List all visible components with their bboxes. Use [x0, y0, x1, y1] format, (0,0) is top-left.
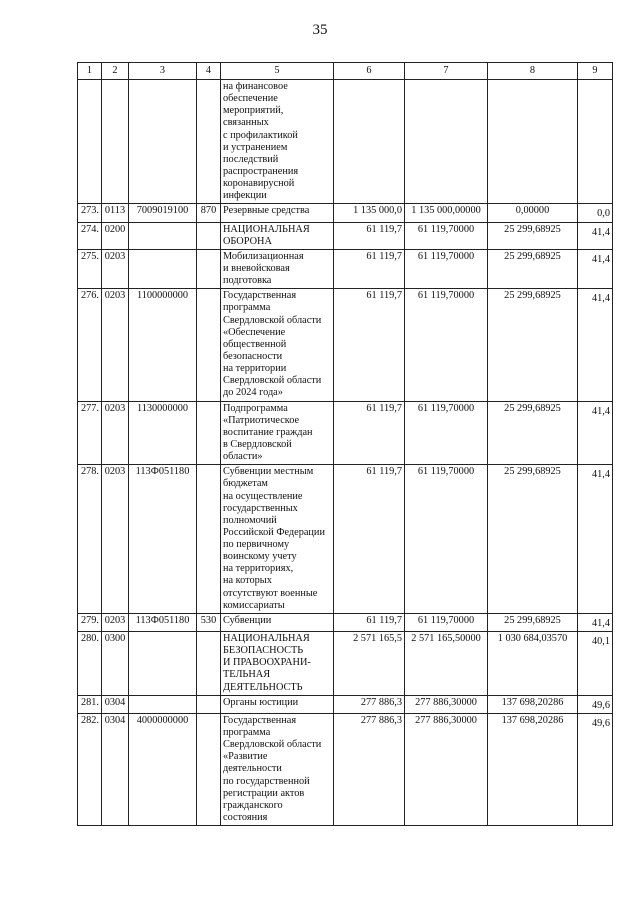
name-line: состояния: [223, 812, 268, 824]
expense-type-cell: [197, 222, 221, 249]
name-line: обеспечение: [223, 93, 278, 105]
section-code-cell: 0203: [102, 289, 129, 401]
row-number-cell: 273.: [78, 204, 102, 222]
expense-type-cell: [197, 80, 221, 204]
plan-amount-cell: 277 886,3: [334, 713, 405, 825]
name-line: государственных: [223, 502, 298, 514]
row-number-cell: 279.: [78, 613, 102, 631]
row-number-cell: [78, 80, 102, 204]
name-line: подготовка: [223, 275, 272, 287]
column-header: 6: [334, 63, 405, 80]
name-cell: [221, 204, 334, 222]
percent-cell: [578, 222, 613, 249]
plan-amount-cell: 61 119,7: [334, 465, 405, 614]
name-line: с профилактикой: [223, 129, 298, 141]
name-line: инфекции: [223, 190, 267, 202]
expense-type-cell: [197, 713, 221, 825]
section-code-cell: 0304: [102, 695, 129, 713]
name-cell: [221, 713, 334, 825]
plan-amount-cell: 2 571 165,5: [334, 632, 405, 696]
name-cell: [221, 289, 334, 401]
percent-value: 41,4: [591, 253, 610, 265]
column-header: 9: [578, 63, 613, 80]
percent-cell: [578, 632, 613, 696]
approved-amount-cell: 2 571 165,50000: [405, 632, 488, 696]
name-line: Субвенции местным: [223, 466, 314, 478]
name-line: области»: [223, 451, 263, 463]
name-line: на территориях,: [223, 563, 294, 575]
plan-amount-cell: 61 119,7: [334, 401, 405, 465]
name-line: Субвенции: [223, 614, 272, 626]
name-line: Свердловской области: [223, 375, 322, 387]
name-cell: [221, 249, 334, 288]
approved-amount-cell: 61 119,70000: [405, 401, 488, 465]
name-line: ТЕЛЬНАЯ: [223, 669, 271, 681]
executed-amount-cell: 25 299,68925: [488, 401, 578, 465]
table-row: [78, 613, 613, 631]
table-row: [78, 632, 613, 696]
table-row: [78, 713, 613, 825]
plan-amount-cell: 61 119,7: [334, 613, 405, 631]
expense-type-cell: [197, 695, 221, 713]
percent-value: 49,6: [591, 717, 610, 729]
executed-amount-cell: [488, 80, 578, 204]
percent-value: 41,4: [591, 469, 610, 481]
name-line: НАЦИОНАЛЬНАЯ: [223, 633, 310, 645]
name-line: на осуществление: [223, 490, 303, 502]
name-line: Свердловской области: [223, 314, 322, 326]
name-line: НАЦИОНАЛЬНАЯ: [223, 223, 310, 235]
header-row: [78, 63, 613, 80]
percent-cell: [578, 204, 613, 222]
executed-amount-cell: 1 030 684,03570: [488, 632, 578, 696]
section-code-cell: 0203: [102, 401, 129, 465]
table-row: [78, 465, 613, 614]
name-line: деятельности: [223, 763, 282, 775]
target-article-cell: [129, 632, 197, 696]
row-number-cell: 278.: [78, 465, 102, 614]
name-line: бюджетам: [223, 478, 268, 490]
name-line: Резервные средства: [223, 205, 310, 217]
row-number-cell: 276.: [78, 289, 102, 401]
name-line: до 2024 года»: [223, 387, 283, 399]
expense-type-cell: [197, 632, 221, 696]
row-number-cell: 277.: [78, 401, 102, 465]
row-number-cell: 275.: [78, 249, 102, 288]
percent-cell: [578, 713, 613, 825]
name-cell: [221, 632, 334, 696]
target-article-cell: [129, 222, 197, 249]
expense-type-cell: [197, 249, 221, 288]
name-line: воспитание граждан: [223, 426, 313, 438]
section-code-cell: 0300: [102, 632, 129, 696]
column-header: 1: [78, 63, 102, 80]
name-line: Свердловской области: [223, 739, 322, 751]
percent-cell: [578, 289, 613, 401]
name-line: воинскому учету: [223, 551, 297, 563]
percent-cell: [578, 401, 613, 465]
section-code-cell: 0203: [102, 613, 129, 631]
plan-amount-cell: 277 886,3: [334, 695, 405, 713]
percent-value: 41,4: [591, 293, 610, 305]
expense-type-cell: 870: [197, 204, 221, 222]
percent-value: 40,1: [591, 636, 610, 648]
name-line: регистрации актов: [223, 787, 305, 799]
name-line: на финансовое: [223, 81, 288, 92]
approved-amount-cell: 61 119,70000: [405, 222, 488, 249]
row-number-cell: 281.: [78, 695, 102, 713]
percent-cell: [578, 80, 613, 204]
percent-value: 49,6: [591, 699, 610, 711]
column-header: 7: [405, 63, 488, 80]
name-line: отсутствуют военные: [223, 587, 318, 599]
name-line: Государственная: [223, 290, 297, 302]
name-line: программа: [223, 302, 271, 314]
name-cell: [221, 695, 334, 713]
name-line: Подпрограмма: [223, 402, 288, 414]
name-line: и вневойсковая: [223, 262, 290, 274]
name-line: общественной: [223, 338, 287, 350]
target-article-cell: [129, 80, 197, 204]
column-header: 8: [488, 63, 578, 80]
plan-amount-cell: [334, 80, 405, 204]
target-article-cell: 1130000000: [129, 401, 197, 465]
name-line: мероприятий,: [223, 105, 284, 117]
percent-cell: [578, 249, 613, 288]
name-cell: [221, 80, 334, 204]
row-number-cell: 280.: [78, 632, 102, 696]
percent-cell: [578, 613, 613, 631]
expense-type-cell: [197, 465, 221, 614]
table-row: [78, 80, 613, 204]
name-line: последствий: [223, 153, 279, 165]
executed-amount-cell: 25 299,68925: [488, 289, 578, 401]
approved-amount-cell: 1 135 000,00000: [405, 204, 488, 222]
name-line: по первичному: [223, 539, 290, 551]
target-article-cell: 7009019100: [129, 204, 197, 222]
table-row: [78, 222, 613, 249]
table-row: [78, 289, 613, 401]
section-code-cell: 0304: [102, 713, 129, 825]
name-line: ДЕЯТЕЛЬНОСТЬ: [223, 681, 303, 693]
executed-amount-cell: 137 698,20286: [488, 713, 578, 825]
name-line: на которых: [223, 575, 272, 587]
budget-table: [77, 62, 613, 826]
table-row: [78, 204, 613, 222]
name-line: гражданского: [223, 799, 283, 811]
target-article-cell: 1100000000: [129, 289, 197, 401]
name-line: Государственная: [223, 714, 297, 726]
name-line: И ПРАВООХРАНИ-: [223, 657, 311, 669]
name-line: «Обеспечение: [223, 326, 286, 338]
approved-amount-cell: [405, 80, 488, 204]
name-line: коронавирусной: [223, 178, 295, 190]
target-article-cell: [129, 695, 197, 713]
name-line: полномочий: [223, 514, 277, 526]
percent-value: 41,4: [591, 617, 610, 629]
row-number-cell: 274.: [78, 222, 102, 249]
plan-amount-cell: 1 135 000,0: [334, 204, 405, 222]
approved-amount-cell: 61 119,70000: [405, 249, 488, 288]
name-cell: [221, 465, 334, 614]
name-line: БЕЗОПАСНОСТЬ: [223, 645, 304, 657]
plan-amount-cell: 61 119,7: [334, 222, 405, 249]
executed-amount-cell: 25 299,68925: [488, 222, 578, 249]
approved-amount-cell: 61 119,70000: [405, 613, 488, 631]
expense-type-cell: 530: [197, 613, 221, 631]
approved-amount-cell: 277 886,30000: [405, 695, 488, 713]
executed-amount-cell: 0,00000: [488, 204, 578, 222]
expense-type-cell: [197, 401, 221, 465]
name-cell: [221, 401, 334, 465]
approved-amount-cell: 61 119,70000: [405, 465, 488, 614]
name-line: Органы юстиции: [223, 696, 299, 708]
name-line: Мобилизационная: [223, 250, 304, 262]
section-code-cell: 0203: [102, 465, 129, 614]
row-number-cell: 282.: [78, 713, 102, 825]
name-line: связанных: [223, 117, 269, 129]
page-number: 35: [312, 22, 328, 38]
table-row: [78, 695, 613, 713]
name-cell: [221, 222, 334, 249]
table-body: [78, 80, 613, 826]
table-row: [78, 401, 613, 465]
column-header: 4: [197, 63, 221, 80]
name-line: программа: [223, 727, 271, 739]
column-header: 5: [221, 63, 334, 80]
plan-amount-cell: 61 119,7: [334, 249, 405, 288]
section-code-cell: 0200: [102, 222, 129, 249]
executed-amount-cell: 25 299,68925: [488, 465, 578, 614]
percent-value: 41,4: [591, 226, 610, 238]
target-article-cell: 113Ф051180: [129, 613, 197, 631]
name-line: на территории: [223, 363, 287, 375]
name-line: комиссариаты: [223, 599, 285, 611]
column-header: 2: [102, 63, 129, 80]
section-code-cell: 0113: [102, 204, 129, 222]
executed-amount-cell: 25 299,68925: [488, 613, 578, 631]
section-code-cell: [102, 80, 129, 204]
table-row: [78, 249, 613, 288]
name-line: распространения: [223, 165, 299, 177]
approved-amount-cell: 277 886,30000: [405, 713, 488, 825]
column-header: 3: [129, 63, 197, 80]
name-line: Российской Федерации: [223, 526, 325, 538]
name-cell: [221, 613, 334, 631]
target-article-cell: [129, 249, 197, 288]
name-line: безопасности: [223, 350, 283, 362]
name-line: по государственной: [223, 775, 310, 787]
section-code-cell: 0203: [102, 249, 129, 288]
name-line: и устранением: [223, 141, 288, 153]
plan-amount-cell: 61 119,7: [334, 289, 405, 401]
target-article-cell: 4000000000: [129, 713, 197, 825]
percent-value: 41,4: [591, 405, 610, 417]
name-line: «Развитие: [223, 751, 268, 763]
executed-amount-cell: 137 698,20286: [488, 695, 578, 713]
name-line: ОБОРОНА: [223, 235, 272, 247]
percent-value: 0,0: [597, 208, 610, 220]
target-article-cell: 113Ф051180: [129, 465, 197, 614]
name-line: «Патриотическое: [223, 414, 300, 426]
percent-cell: [578, 465, 613, 614]
executed-amount-cell: 25 299,68925: [488, 249, 578, 288]
name-line: в Свердловской: [223, 438, 292, 450]
expense-type-cell: [197, 289, 221, 401]
percent-cell: [578, 695, 613, 713]
approved-amount-cell: 61 119,70000: [405, 289, 488, 401]
